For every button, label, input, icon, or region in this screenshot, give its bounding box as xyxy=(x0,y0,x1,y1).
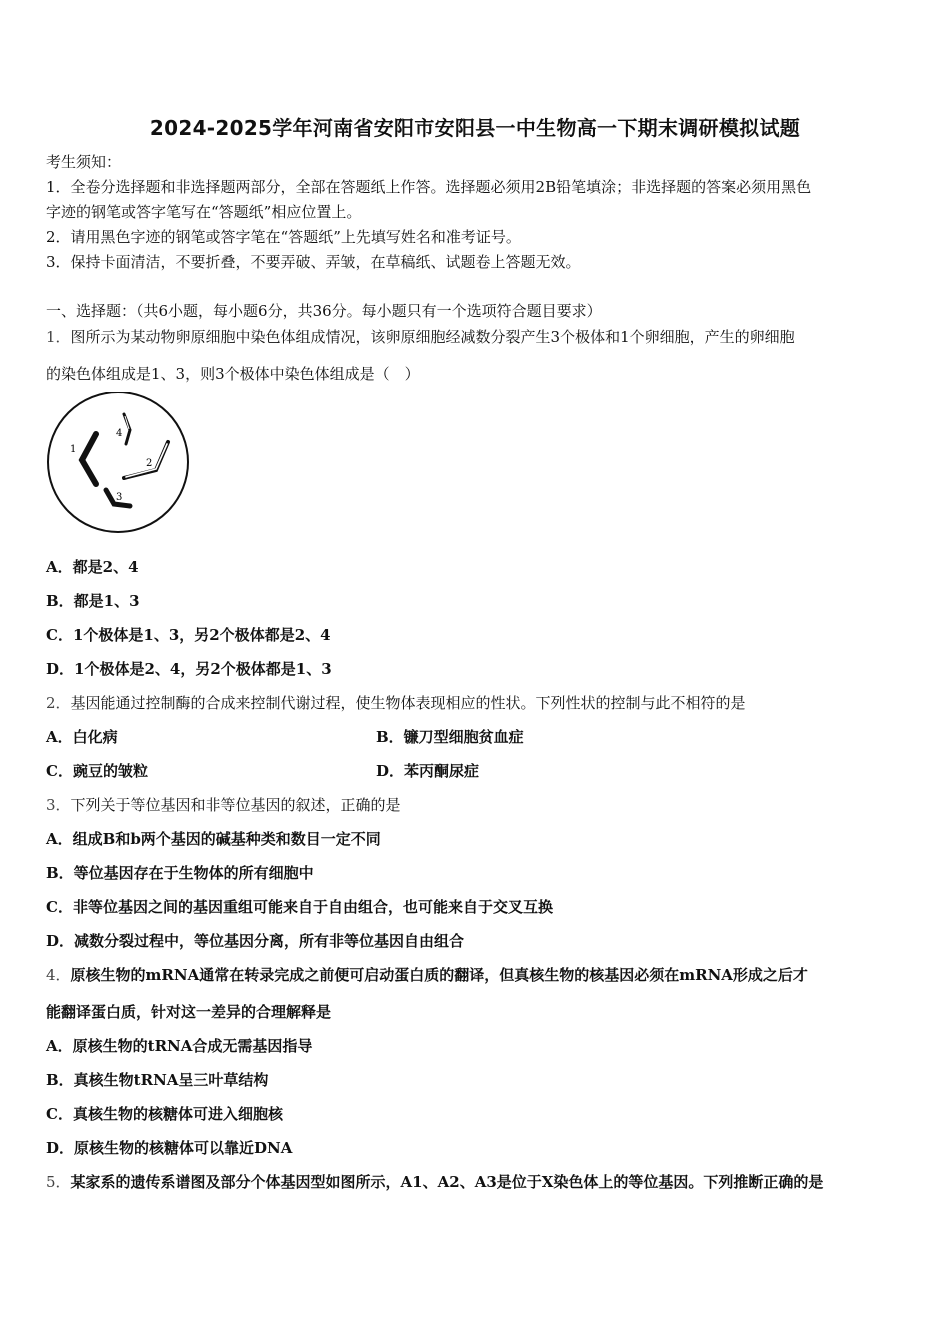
option-a: A．白化病 xyxy=(46,728,118,746)
figure-label-1: 1 xyxy=(70,444,77,455)
option-c: C．非等位基因之间的基因重组可能来自于自由组合，也可能来自于交叉互换 xyxy=(46,898,553,916)
question-1-continued: 的染色体组成是1、3，则3个极体中染色体组成是（ ） xyxy=(46,365,420,383)
notice-heading: 考生须知： xyxy=(46,153,122,171)
question-text: 图所示为某动物卵原细胞中染色体组成情况，该卵原细胞经减数分裂产生3个极体和1个卵细胞，产生的卵细胞 xyxy=(70,328,795,346)
question-2 xyxy=(46,693,908,713)
question-text: 原核生物的mRNA通常在转录完成之前便可启动蛋白质的翻译，但真核生物的核基因必须在mRNA形成之后才 xyxy=(70,966,808,984)
option-b: B．镰刀型细胞贫血症 xyxy=(376,728,524,746)
option-b: B．等位基因存在于生物体的所有细胞中 xyxy=(46,864,314,882)
question-number: 5． xyxy=(46,1173,71,1191)
figure-label-4: 4 xyxy=(116,428,123,439)
question-text: 下列关于等位基因和非等位基因的叙述，正确的是 xyxy=(70,796,401,814)
option-d: D．原核生物的核糖体可以靠近DNA xyxy=(46,1139,293,1157)
notice-item: 3．保持卡面清洁，不要折叠，不要弄破、弄皱，在草稿纸、试题卷上答题无效。 xyxy=(46,253,581,271)
notice-item: 字迹的钢笔或答字笔写在“答题纸”相应位置上。 xyxy=(46,203,362,221)
oocyte-chromosome-figure xyxy=(44,392,194,534)
question-number: 4． xyxy=(46,966,71,984)
option-b: B．真核生物tRNA呈三叶草结构 xyxy=(46,1071,269,1089)
question-text: 某家系的遗传系谱图及部分个体基因型如图所示，A1、A2、A3是位于X染色体上的等位基因。下列推断正确的是 xyxy=(70,1173,824,1191)
option-d: D．苯丙酮尿症 xyxy=(376,762,480,780)
option-c: C．1个极体是1、3，另2个极体都是2、4 xyxy=(46,626,331,644)
question-4-continued: 能翻译蛋白质，针对这一差异的合理解释是 xyxy=(46,1003,332,1021)
question-number: 2． xyxy=(46,694,71,712)
notice-item: 1．全卷分选择题和非选择题两部分，全部在答题纸上作答。选择题必须用2B铅笔填涂；非选择题的答案必须用黑色 xyxy=(46,178,812,196)
option-a: A．原核生物的tRNA合成无需基因指导 xyxy=(46,1037,313,1055)
notice-item: 2．请用黑色字迹的钢笔或答字笔在“答题纸”上先填写姓名和准考证号。 xyxy=(46,228,521,246)
option-d: D．减数分裂过程中，等位基因分离，所有非等位基因自由组合 xyxy=(46,932,465,950)
option-c: C．真核生物的核糖体可进入细胞核 xyxy=(46,1105,283,1123)
page-title: 2024-2025学年河南省安阳市安阳县一中生物高一下期末调研模拟试题 xyxy=(149,116,801,140)
question-4 xyxy=(46,965,908,985)
figure-label-3: 3 xyxy=(116,492,123,503)
cell-membrane xyxy=(48,392,188,532)
question-1 xyxy=(46,327,908,347)
option-a: A．组成B和b两个基因的碱基种类和数目一定不同 xyxy=(46,830,381,848)
question-number: 3． xyxy=(46,796,71,814)
question-3 xyxy=(46,795,908,815)
figure-label-2: 2 xyxy=(146,458,153,469)
option-a: A．都是2、4 xyxy=(46,558,139,576)
option-c: C．豌豆的皱粒 xyxy=(46,762,148,780)
question-text: 基因能通过控制酶的合成来控制代谢过程，使生物体表现相应的性状。下列性状的控制与此不相符的是 xyxy=(70,694,746,712)
chromosome-1 xyxy=(82,434,96,484)
section-heading: 一、选择题：（共6小题，每小题6分，共36分。每小题只有一个选项符合题目要求） xyxy=(46,302,602,320)
option-b: B．都是1、3 xyxy=(46,592,140,610)
option-d: D．1个极体是2、4，另2个极体都是1、3 xyxy=(46,660,332,678)
chromosome-4 xyxy=(124,414,130,444)
question-number: 1． xyxy=(46,328,71,346)
question-5 xyxy=(46,1172,908,1192)
